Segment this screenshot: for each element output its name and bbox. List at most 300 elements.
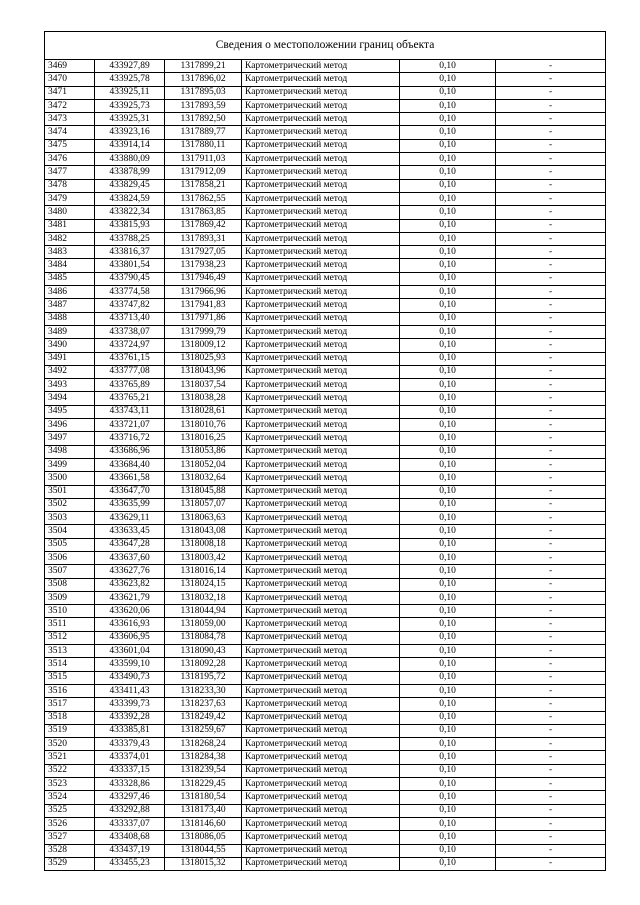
accuracy-cell: 0,10: [400, 458, 496, 471]
x-coordinate-cell: 433411,43: [95, 684, 165, 697]
description-cell: -: [496, 73, 606, 86]
accuracy-cell: 0,10: [400, 352, 496, 365]
method-cell: Картометрический метод: [242, 591, 400, 604]
description-cell: -: [496, 166, 606, 179]
point-number-cell: 3511: [45, 618, 95, 631]
y-coordinate-cell: 1318043,08: [165, 525, 242, 538]
description-cell: -: [496, 432, 606, 445]
y-coordinate-cell: 1317899,21: [165, 60, 242, 73]
description-cell: -: [496, 339, 606, 352]
x-coordinate-cell: 433761,15: [95, 352, 165, 365]
accuracy-cell: 0,10: [400, 844, 496, 857]
method-cell: Картометрический метод: [242, 86, 400, 99]
point-number-cell: 3476: [45, 153, 95, 166]
accuracy-cell: 0,10: [400, 86, 496, 99]
y-coordinate-cell: 1318028,61: [165, 405, 242, 418]
y-coordinate-cell: 1318063,63: [165, 512, 242, 525]
description-cell: -: [496, 804, 606, 817]
method-cell: Картометрический метод: [242, 791, 400, 804]
table-row: [45, 538, 606, 551]
description-cell: -: [496, 126, 606, 139]
x-coordinate-cell: 433878,99: [95, 166, 165, 179]
table-row: [45, 618, 606, 631]
table-row: [45, 192, 606, 205]
x-coordinate-cell: 433765,21: [95, 392, 165, 405]
description-cell: -: [496, 259, 606, 272]
point-number-cell: 3491: [45, 352, 95, 365]
table-row: [45, 139, 606, 152]
accuracy-cell: 0,10: [400, 113, 496, 126]
description-cell: -: [496, 379, 606, 392]
x-coordinate-cell: 433829,45: [95, 179, 165, 192]
table-row: [45, 113, 606, 126]
table-row: [45, 831, 606, 844]
point-number-cell: 3524: [45, 791, 95, 804]
point-number-cell: 3503: [45, 512, 95, 525]
point-number-cell: 3510: [45, 605, 95, 618]
accuracy-cell: 0,10: [400, 139, 496, 152]
method-cell: Картометрический метод: [242, 817, 400, 830]
accuracy-cell: 0,10: [400, 525, 496, 538]
method-cell: Картометрический метод: [242, 272, 400, 285]
y-coordinate-cell: 1317971,86: [165, 312, 242, 325]
method-cell: Картометрический метод: [242, 671, 400, 684]
y-coordinate-cell: 1317893,31: [165, 232, 242, 245]
x-coordinate-cell: 433661,58: [95, 472, 165, 485]
x-coordinate-cell: 433599,10: [95, 658, 165, 671]
method-cell: Картометрический метод: [242, 432, 400, 445]
table-row: [45, 286, 606, 299]
x-coordinate-cell: 433925,78: [95, 73, 165, 86]
method-cell: Картометрический метод: [242, 392, 400, 405]
description-cell: -: [496, 392, 606, 405]
x-coordinate-cell: 433379,43: [95, 738, 165, 751]
method-cell: Картометрический метод: [242, 498, 400, 511]
point-number-cell: 3512: [45, 631, 95, 644]
accuracy-cell: 0,10: [400, 246, 496, 259]
table-row: [45, 405, 606, 418]
y-coordinate-cell: 1318025,93: [165, 352, 242, 365]
y-coordinate-cell: 1318045,88: [165, 485, 242, 498]
accuracy-cell: 0,10: [400, 206, 496, 219]
x-coordinate-cell: 433297,46: [95, 791, 165, 804]
description-cell: -: [496, 831, 606, 844]
x-coordinate-cell: 433788,25: [95, 232, 165, 245]
y-coordinate-cell: 1318032,64: [165, 472, 242, 485]
description-cell: -: [496, 578, 606, 591]
accuracy-cell: 0,10: [400, 286, 496, 299]
y-coordinate-cell: 1317896,02: [165, 73, 242, 86]
description-cell: -: [496, 365, 606, 378]
x-coordinate-cell: 433927,89: [95, 60, 165, 73]
accuracy-cell: 0,10: [400, 831, 496, 844]
table-row: [45, 153, 606, 166]
y-coordinate-cell: 1318038,28: [165, 392, 242, 405]
table-row: [45, 392, 606, 405]
table-row: [45, 658, 606, 671]
x-coordinate-cell: 433721,07: [95, 419, 165, 432]
point-number-cell: 3484: [45, 259, 95, 272]
y-coordinate-cell: 1317999,79: [165, 325, 242, 338]
x-coordinate-cell: 433716,72: [95, 432, 165, 445]
x-coordinate-cell: 433925,73: [95, 99, 165, 112]
x-coordinate-cell: 433616,93: [95, 618, 165, 631]
y-coordinate-cell: 1318016,14: [165, 565, 242, 578]
y-coordinate-cell: 1318003,42: [165, 551, 242, 564]
method-cell: Картометрический метод: [242, 405, 400, 418]
accuracy-cell: 0,10: [400, 432, 496, 445]
accuracy-cell: 0,10: [400, 73, 496, 86]
method-cell: Картометрический метод: [242, 538, 400, 551]
description-cell: -: [496, 60, 606, 73]
description-cell: -: [496, 153, 606, 166]
x-coordinate-cell: 433292,88: [95, 804, 165, 817]
method-cell: Картометрический метод: [242, 724, 400, 737]
method-cell: Картометрический метод: [242, 113, 400, 126]
table-row: [45, 419, 606, 432]
point-number-cell: 3527: [45, 831, 95, 844]
description-cell: -: [496, 472, 606, 485]
point-number-cell: 3492: [45, 365, 95, 378]
table-row: [45, 738, 606, 751]
accuracy-cell: 0,10: [400, 591, 496, 604]
description-cell: -: [496, 844, 606, 857]
accuracy-cell: 0,10: [400, 472, 496, 485]
method-cell: Картометрический метод: [242, 139, 400, 152]
x-coordinate-cell: 433392,28: [95, 711, 165, 724]
accuracy-cell: 0,10: [400, 339, 496, 352]
y-coordinate-cell: 1318015,32: [165, 857, 242, 870]
method-cell: Картометрический метод: [242, 126, 400, 139]
method-cell: Картометрический метод: [242, 259, 400, 272]
point-number-cell: 3508: [45, 578, 95, 591]
method-cell: Картометрический метод: [242, 512, 400, 525]
accuracy-cell: 0,10: [400, 259, 496, 272]
point-number-cell: 3528: [45, 844, 95, 857]
y-coordinate-cell: 1318016,25: [165, 432, 242, 445]
accuracy-cell: 0,10: [400, 512, 496, 525]
x-coordinate-cell: 433684,40: [95, 458, 165, 471]
accuracy-cell: 0,10: [400, 99, 496, 112]
point-number-cell: 3506: [45, 551, 95, 564]
x-coordinate-cell: 433601,04: [95, 645, 165, 658]
description-cell: -: [496, 139, 606, 152]
table-row: [45, 844, 606, 857]
x-coordinate-cell: 433765,89: [95, 379, 165, 392]
point-number-cell: 3480: [45, 206, 95, 219]
method-cell: Картометрический метод: [242, 698, 400, 711]
y-coordinate-cell: 1318024,15: [165, 578, 242, 591]
table-row: [45, 60, 606, 73]
table-row: [45, 711, 606, 724]
y-coordinate-cell: 1318052,04: [165, 458, 242, 471]
y-coordinate-cell: 1318044,55: [165, 844, 242, 857]
description-cell: -: [496, 764, 606, 777]
table-row: [45, 817, 606, 830]
point-number-cell: 3501: [45, 485, 95, 498]
table-row: [45, 246, 606, 259]
description-cell: -: [496, 232, 606, 245]
point-number-cell: 3523: [45, 778, 95, 791]
accuracy-cell: 0,10: [400, 485, 496, 498]
point-number-cell: 3525: [45, 804, 95, 817]
table-row: [45, 352, 606, 365]
table-row: [45, 219, 606, 232]
accuracy-cell: 0,10: [400, 578, 496, 591]
method-cell: Картометрический метод: [242, 339, 400, 352]
method-cell: Картометрический метод: [242, 419, 400, 432]
method-cell: Картометрический метод: [242, 645, 400, 658]
point-number-cell: 3518: [45, 711, 95, 724]
y-coordinate-cell: 1318195,72: [165, 671, 242, 684]
x-coordinate-cell: 433738,07: [95, 325, 165, 338]
description-cell: -: [496, 272, 606, 285]
x-coordinate-cell: 433914,14: [95, 139, 165, 152]
y-coordinate-cell: 1318284,38: [165, 751, 242, 764]
x-coordinate-cell: 433822,34: [95, 206, 165, 219]
description-cell: -: [496, 219, 606, 232]
table-row: [45, 432, 606, 445]
point-number-cell: 3488: [45, 312, 95, 325]
description-cell: -: [496, 751, 606, 764]
accuracy-cell: 0,10: [400, 299, 496, 312]
table-row: [45, 605, 606, 618]
y-coordinate-cell: 1318032,18: [165, 591, 242, 604]
table-row: [45, 764, 606, 777]
y-coordinate-cell: 1318008,18: [165, 538, 242, 551]
method-cell: Картометрический метод: [242, 605, 400, 618]
table-row: [45, 365, 606, 378]
point-number-cell: 3489: [45, 325, 95, 338]
y-coordinate-cell: 1317880,11: [165, 139, 242, 152]
accuracy-cell: 0,10: [400, 419, 496, 432]
table-row: [45, 232, 606, 245]
x-coordinate-cell: 433747,82: [95, 299, 165, 312]
y-coordinate-cell: 1318229,45: [165, 778, 242, 791]
method-cell: Картометрический метод: [242, 219, 400, 232]
method-cell: Картометрический метод: [242, 299, 400, 312]
accuracy-cell: 0,10: [400, 817, 496, 830]
method-cell: Картометрический метод: [242, 246, 400, 259]
table-row: [45, 698, 606, 711]
boundary-table: [44, 31, 606, 871]
x-coordinate-cell: 433408,68: [95, 831, 165, 844]
y-coordinate-cell: 1318249,42: [165, 711, 242, 724]
point-number-cell: 3498: [45, 445, 95, 458]
description-cell: -: [496, 605, 606, 618]
y-coordinate-cell: 1317893,59: [165, 99, 242, 112]
x-coordinate-cell: 433629,11: [95, 512, 165, 525]
method-cell: Картометрический метод: [242, 658, 400, 671]
method-cell: Картометрический метод: [242, 844, 400, 857]
accuracy-cell: 0,10: [400, 605, 496, 618]
table-row: [45, 551, 606, 564]
table-row: [45, 857, 606, 870]
y-coordinate-cell: 1318044,94: [165, 605, 242, 618]
point-number-cell: 3486: [45, 286, 95, 299]
point-number-cell: 3471: [45, 86, 95, 99]
method-cell: Картометрический метод: [242, 352, 400, 365]
x-coordinate-cell: 433374,01: [95, 751, 165, 764]
method-cell: Картометрический метод: [242, 325, 400, 338]
description-cell: -: [496, 551, 606, 564]
description-cell: -: [496, 724, 606, 737]
description-cell: -: [496, 405, 606, 418]
table-row: [45, 591, 606, 604]
table-row: [45, 578, 606, 591]
method-cell: Картометрический метод: [242, 485, 400, 498]
method-cell: Картометрический метод: [242, 631, 400, 644]
x-coordinate-cell: 433437,19: [95, 844, 165, 857]
x-coordinate-cell: 433815,93: [95, 219, 165, 232]
x-coordinate-cell: 433337,07: [95, 817, 165, 830]
y-coordinate-cell: 1318059,00: [165, 618, 242, 631]
x-coordinate-cell: 433623,82: [95, 578, 165, 591]
method-cell: Картометрический метод: [242, 738, 400, 751]
description-cell: -: [496, 192, 606, 205]
x-coordinate-cell: 433801,54: [95, 259, 165, 272]
method-cell: Картометрический метод: [242, 312, 400, 325]
point-number-cell: 3481: [45, 219, 95, 232]
y-coordinate-cell: 1318084,78: [165, 631, 242, 644]
table-row: [45, 179, 606, 192]
accuracy-cell: 0,10: [400, 565, 496, 578]
table-row: [45, 498, 606, 511]
description-cell: -: [496, 246, 606, 259]
point-number-cell: 3519: [45, 724, 95, 737]
y-coordinate-cell: 1318010,76: [165, 419, 242, 432]
description-cell: -: [496, 512, 606, 525]
description-cell: -: [496, 458, 606, 471]
description-cell: -: [496, 312, 606, 325]
table-row: [45, 485, 606, 498]
method-cell: Картометрический метод: [242, 618, 400, 631]
point-number-cell: 3517: [45, 698, 95, 711]
point-number-cell: 3493: [45, 379, 95, 392]
method-cell: Картометрический метод: [242, 232, 400, 245]
y-coordinate-cell: 1318090,43: [165, 645, 242, 658]
description-cell: -: [496, 631, 606, 644]
accuracy-cell: 0,10: [400, 325, 496, 338]
method-cell: Картометрический метод: [242, 153, 400, 166]
accuracy-cell: 0,10: [400, 645, 496, 658]
description-cell: -: [496, 791, 606, 804]
accuracy-cell: 0,10: [400, 857, 496, 870]
description-cell: -: [496, 684, 606, 697]
point-number-cell: 3522: [45, 764, 95, 777]
method-cell: Картометрический метод: [242, 551, 400, 564]
x-coordinate-cell: 433455,23: [95, 857, 165, 870]
method-cell: Картометрический метод: [242, 60, 400, 73]
description-cell: -: [496, 419, 606, 432]
description-cell: -: [496, 698, 606, 711]
x-coordinate-cell: 433337,15: [95, 764, 165, 777]
method-cell: Картометрический метод: [242, 804, 400, 817]
description-cell: -: [496, 325, 606, 338]
accuracy-cell: 0,10: [400, 445, 496, 458]
x-coordinate-cell: 433627,76: [95, 565, 165, 578]
table-row: [45, 458, 606, 471]
accuracy-cell: 0,10: [400, 312, 496, 325]
table-row: [45, 206, 606, 219]
accuracy-cell: 0,10: [400, 778, 496, 791]
y-coordinate-cell: 1317927,05: [165, 246, 242, 259]
point-number-cell: 3513: [45, 645, 95, 658]
table-row: [45, 751, 606, 764]
accuracy-cell: 0,10: [400, 751, 496, 764]
y-coordinate-cell: 1318239,54: [165, 764, 242, 777]
point-number-cell: 3521: [45, 751, 95, 764]
table-row: [45, 791, 606, 804]
y-coordinate-cell: 1318180,54: [165, 791, 242, 804]
x-coordinate-cell: 433774,58: [95, 286, 165, 299]
y-coordinate-cell: 1318092,28: [165, 658, 242, 671]
method-cell: Картометрический метод: [242, 379, 400, 392]
point-number-cell: 3514: [45, 658, 95, 671]
table-row: [45, 73, 606, 86]
table-row: [45, 804, 606, 817]
y-coordinate-cell: 1318268,24: [165, 738, 242, 751]
x-coordinate-cell: 433923,16: [95, 126, 165, 139]
y-coordinate-cell: 1317946,49: [165, 272, 242, 285]
description-cell: -: [496, 445, 606, 458]
y-coordinate-cell: 1317911,03: [165, 153, 242, 166]
method-cell: Картометрический метод: [242, 472, 400, 485]
table-row: [45, 299, 606, 312]
point-number-cell: 3494: [45, 392, 95, 405]
method-cell: Картометрический метод: [242, 166, 400, 179]
accuracy-cell: 0,10: [400, 671, 496, 684]
y-coordinate-cell: 1318146,60: [165, 817, 242, 830]
description-cell: -: [496, 206, 606, 219]
y-coordinate-cell: 1317941,83: [165, 299, 242, 312]
method-cell: Картометрический метод: [242, 751, 400, 764]
x-coordinate-cell: 433490,73: [95, 671, 165, 684]
accuracy-cell: 0,10: [400, 379, 496, 392]
point-number-cell: 3477: [45, 166, 95, 179]
method-cell: Картометрический метод: [242, 286, 400, 299]
table-row: [45, 379, 606, 392]
method-cell: Картометрический метод: [242, 831, 400, 844]
y-coordinate-cell: 1318037,54: [165, 379, 242, 392]
point-number-cell: 3478: [45, 179, 95, 192]
description-cell: -: [496, 485, 606, 498]
description-cell: -: [496, 352, 606, 365]
point-number-cell: 3490: [45, 339, 95, 352]
y-coordinate-cell: 1317966,96: [165, 286, 242, 299]
y-coordinate-cell: 1317858,21: [165, 179, 242, 192]
table-row: [45, 445, 606, 458]
description-cell: -: [496, 286, 606, 299]
accuracy-cell: 0,10: [400, 166, 496, 179]
description-cell: -: [496, 86, 606, 99]
point-number-cell: 3475: [45, 139, 95, 152]
y-coordinate-cell: 1318173,40: [165, 804, 242, 817]
point-number-cell: 3505: [45, 538, 95, 551]
method-cell: Картометрический метод: [242, 206, 400, 219]
accuracy-cell: 0,10: [400, 618, 496, 631]
method-cell: Картометрический метод: [242, 565, 400, 578]
point-number-cell: 3474: [45, 126, 95, 139]
x-coordinate-cell: 433328,86: [95, 778, 165, 791]
accuracy-cell: 0,10: [400, 658, 496, 671]
accuracy-cell: 0,10: [400, 232, 496, 245]
table-row: [45, 512, 606, 525]
table-row: [45, 166, 606, 179]
point-number-cell: 3495: [45, 405, 95, 418]
accuracy-cell: 0,10: [400, 219, 496, 232]
x-coordinate-cell: 433777,08: [95, 365, 165, 378]
